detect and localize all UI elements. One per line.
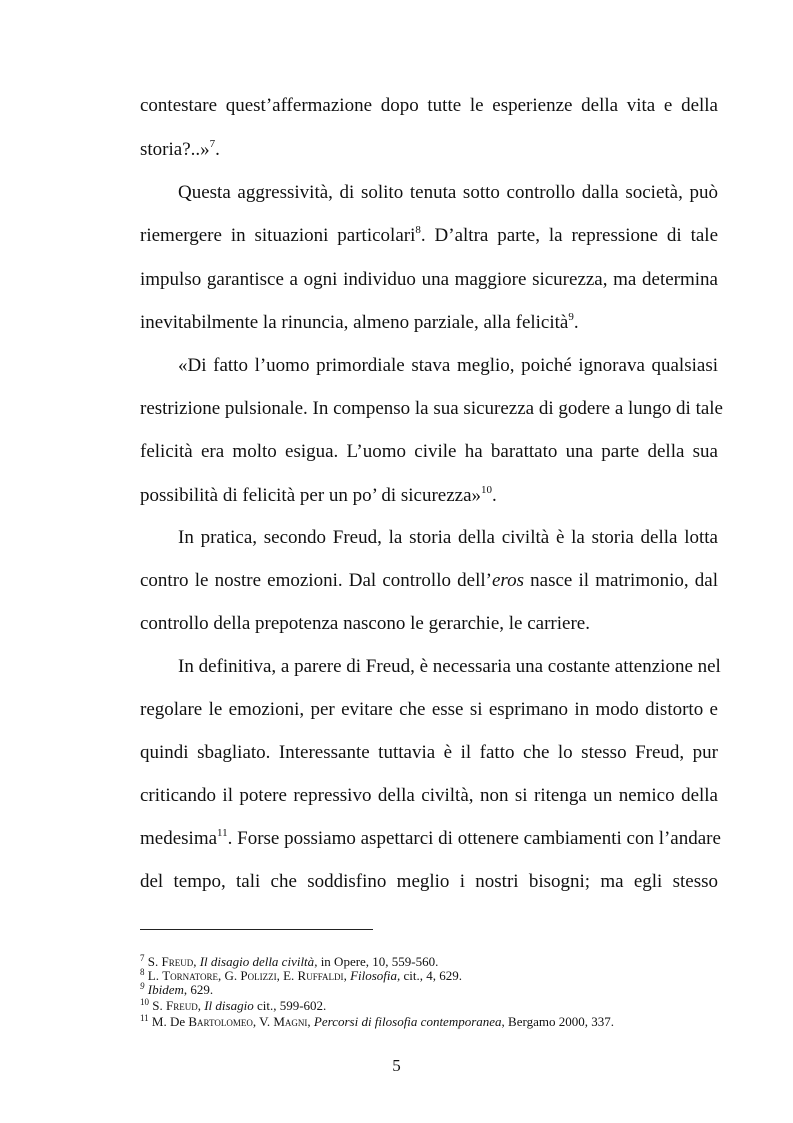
footnote-9: $^9$ Ibidem, 629.: [140, 981, 214, 997]
body-line: restrizione pulsionale. In compenso la sua sicurezza di godere a lungo di tale: [140, 398, 723, 419]
body-line: del tempo, tali che soddisfino meglio i nostri bisogni; ma egli stesso: [140, 871, 718, 892]
body-line: storia?..»$^7$.: [140, 138, 220, 160]
body-line: contestare quest’affermazione dopo tutte le esperienze della vita e della: [140, 95, 718, 116]
footnote-ref: 10: [481, 484, 493, 496]
footnote-ref: 8: [415, 224, 421, 236]
body-line: In definitiva, a parere di Freud, è necessaria una costante attenzione nel: [178, 656, 721, 677]
body-line: criticando il potere repressivo della civiltà, non si ritenga un nemico della: [140, 785, 718, 806]
body-line: medesima$^{11}$. Forse possiamo aspettarci di ottenere cambiamenti con l’andare: [140, 827, 721, 849]
footnote-ref: 9: [568, 311, 574, 323]
body-line: inevitabilmente la rinuncia, almeno parziale, alla felicità$^9$.: [140, 311, 579, 333]
body-line: possibilità di felicità per un po’ di sicurezza»$^{10}$.: [140, 484, 497, 506]
body-line: «Di fatto l’uomo primordiale stava meglio, poiché ignorava qualsiasi: [178, 355, 718, 376]
footnote-ref: 7: [209, 138, 216, 150]
footnote-ref: 11: [217, 827, 228, 839]
italic-term: eros: [491, 570, 524, 591]
body-line: felicità era molto esigua. L’uomo civile ha barattato una parte della sua: [140, 441, 718, 462]
footnote-8: $^8$ L. Tornatore, G. Polizzi, E. Ruffaldi, Filosofia, cit., 4, 629.: [140, 967, 463, 983]
body-line: riemergere in situazioni particolari$^8$. D’altra parte, la repressione di tale: [140, 224, 718, 246]
body-line: contro le nostre emozioni. Dal controllo dell’eros nasce il matrimonio, dal: [140, 570, 718, 591]
body-line: controllo della prepotenza nascono le gerarchie, le carriere.: [140, 613, 590, 634]
body-line: quindi sbagliato. Interessante tuttavia è il fatto che lo stesso Freud, pur: [140, 742, 718, 763]
footnote-7: $^7$ S. Freud, Il disagio della civiltà, in Opere, 10, 559-560.: [140, 953, 439, 969]
body-line: Questa aggressività, di solito tenuta sotto controllo dalla società, può: [178, 182, 718, 203]
footnote-separator: [140, 929, 373, 930]
body-line: impulso garantisce a ogni individuo una maggiore sicurezza, ma determina: [140, 269, 718, 290]
body-line: In pratica, secondo Freud, la storia della civiltà è la storia della lotta: [178, 527, 718, 548]
page-number: 5: [392, 1056, 401, 1075]
footnote-10: $^{10}$ S. Freud, Il disagio cit., 599-602.: [140, 997, 327, 1013]
footnote-11: $^{11}$ M. De Bartolomeo, V. Magni, Percorsi di filosofia contemporanea, Bergamo 2000, 337.: [140, 1013, 614, 1029]
body-line: regolare le emozioni, per evitare che esse si esprimano in modo distorto e: [140, 699, 718, 720]
